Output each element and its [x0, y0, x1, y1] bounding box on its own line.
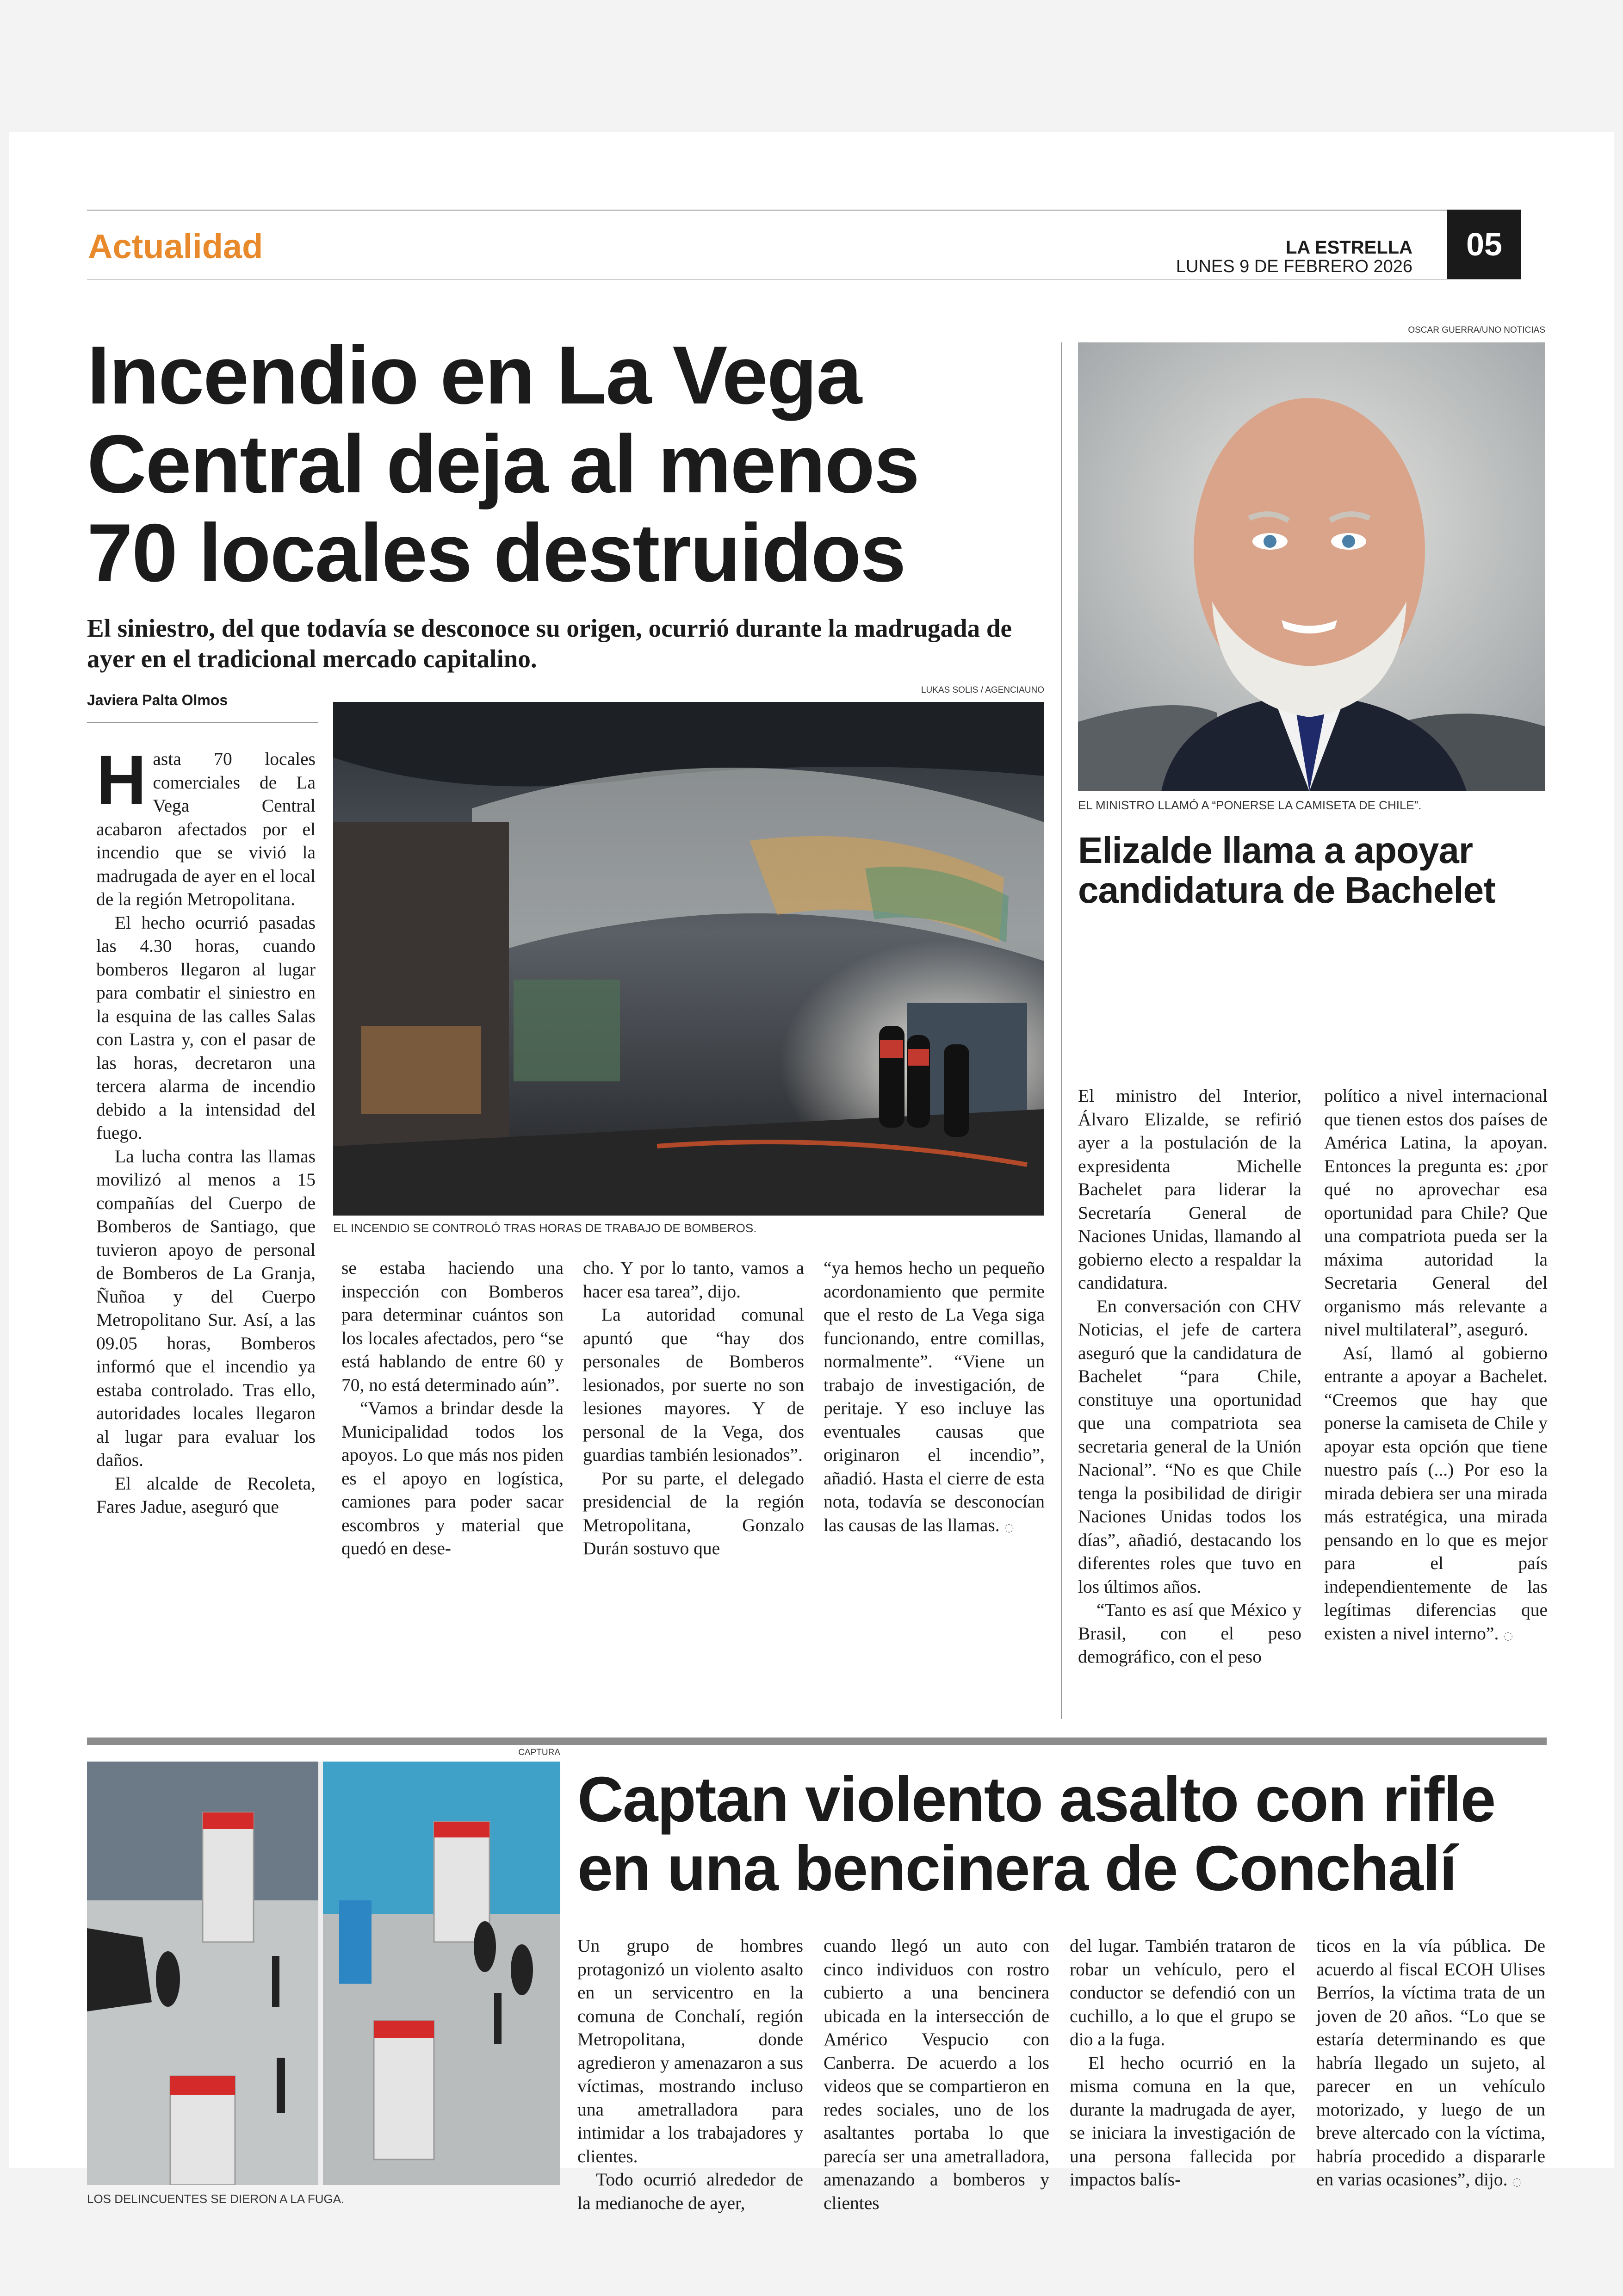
- page-number-box: [1447, 210, 1521, 279]
- market-fire-photo: [333, 702, 1044, 1216]
- end-mark-icon: ◌: [1004, 1520, 1014, 1534]
- main-headline-line: Incendio en La Vega: [87, 329, 861, 421]
- bottom-section-rule: [87, 1738, 1547, 1745]
- paragraph: cho. Y por lo tanto, vamos a hacer esa tarea”, dijo.: [583, 1258, 804, 1302]
- paragraph: “ya hemos hecho un pequeño acordonamiento que permite que el resto de La Vega siga funcionando, entre comillas, normalmente”. “Viene un trabajo de investigación, de peritaje. Y eso incluye las eventuales causas que originaron el incendio”, añadió. Hasta el cierre de esta nota, todavía se desconocían las causas de las llamas.: [824, 1258, 1045, 1535]
- main-headline-line: Central deja al menos: [87, 418, 919, 510]
- paragraph: “Vamos a brindar desde la Municipalidad todos los apoyos. Lo que más nos piden es el apoyo en logística, camiones para poder sacar escombros y material que quedó en dese-: [341, 1398, 564, 1558]
- paragraph: político a nivel internacional que tienen estos dos países de América Latina, la apoyan. Entonces la pregunta es: ¿por qué no aprovechar esa oportunidad para Chile? Que una compatriota pueda ser la máxima autoridad la Secretaria General del organismo más relevante a nivel multilateral”, aseguró.: [1324, 1086, 1548, 1340]
- main-headline: [87, 331, 1049, 598]
- paragraph: El hecho ocurrió en la misma comuna en la que, durante la madrugada de ayer, se iniciara la investigación de una persona fallecida por impactos balís-: [1070, 2052, 1295, 2190]
- paragraph: El ministro del Interior, Álvaro Elizalde, se refirió ayer a la postulación de la expresidenta Michelle Bachelet para liderar la Secretaría General de Naciones Unidas, llamando al gobierno electo a respaldar la candidatura.: [1078, 1086, 1301, 1293]
- side-headline-line: candidatura de Bachelet: [1078, 869, 1495, 911]
- paragraph: Por su parte, el delegado presidencial de la región Metropolitana, Gonzalo Durán sostuvo que: [583, 1468, 804, 1558]
- dropcap: H: [96, 741, 147, 819]
- bottom-col-4: [1316, 1934, 1545, 2194]
- page-number: 05: [1466, 226, 1502, 262]
- main-photo-caption: EL INCENDIO SE CONTROLÓ TRAS HORAS DE TRABAJO DE BOMBEROS.: [333, 1221, 757, 1235]
- paragraph: “Tanto es así que México y Brasil, con el peso demográfico, con el peso: [1078, 1600, 1301, 1667]
- paragraph: ticos en la vía pública. De acuerdo al fiscal ECOH Ulises Berríos, la víctima trata de un joven de 20 años. “Lo que se estaría determinando es que habría llegado un sujeto, al parecer en un vehículo motorizado, y luego de un breve altercado con la víctima, habría procedido a dispararle en varias ocasiones”, dijo.: [1316, 1936, 1545, 2190]
- bottom-headline-line: en una bencinera de Conchalí: [577, 1833, 1456, 1905]
- gas-station-cctv-photo: [87, 1762, 560, 2185]
- main-col-2: [341, 1256, 564, 1560]
- main-headline-line: 70 locales destruidos: [87, 507, 905, 599]
- byline-rule: [87, 722, 318, 723]
- bottom-headline: [577, 1765, 1549, 1903]
- bottom-photo-caption: LOS DELINCUENTES SE DIERON A LA FUGA.: [87, 2192, 345, 2206]
- bottom-col-2: [824, 1934, 1049, 2215]
- paragraph: se estaba haciendo una inspección con Bomberos para determinar cuántos son los locales afectados, pero “se está hablando de entre 60 y 70, no está determinado aún”.: [341, 1258, 564, 1395]
- byline: Javiera Palta Olmos: [87, 692, 228, 708]
- paragraph: En conversación con CHV Noticias, el jefe de cartera aseguró que la candidatura de Bachelet “para Chile, constituye una oportunidad que una compatriota sea secretaria general de la Unión Nacional”. “No es que Chile tenga la posibilidad de dirigir Naciones Unidas todos los días”, añadió, destacando los diferentes roles que tuvo en los últimos años.: [1078, 1296, 1301, 1597]
- minister-portrait-photo: [1078, 342, 1545, 791]
- top-rule: [87, 210, 1454, 211]
- paragraph: asta 70 locales comerciales de La Vega Central acabaron afectados por el incendio que se vivió la madrugada de ayer en el local de la región Metropolitana.: [96, 749, 316, 909]
- main-col-3: [583, 1256, 804, 1560]
- main-col-4: [824, 1256, 1045, 1539]
- paragraph: El alcalde de Recoleta, Fares Jadue, aseguró que: [96, 1473, 316, 1517]
- bottom-col-3: [1070, 1934, 1295, 2191]
- paragraph: Todo ocurrió alrededor de la medianoche de ayer,: [577, 2169, 803, 2213]
- side-headline: [1078, 831, 1545, 911]
- end-mark-icon: ◌: [1512, 2175, 1522, 2188]
- paragraph: del lugar. También trataron de robar un vehículo, pero el conductor se defendió con un cuchillo, a lo que el grupo se dio a la fuga.: [1070, 1936, 1295, 2049]
- side-photo-credit: OSCAR GUERRA/UNO NOTICIAS: [1408, 325, 1545, 335]
- main-photo-credit: LUKAS SOLIS / AGENCIAUNO: [921, 685, 1044, 695]
- header-bottom-rule: [87, 279, 1521, 280]
- paper-name: LA ESTRELLA: [1285, 237, 1412, 258]
- paragraph: Un grupo de hombres protagonizó un violento asalto en un servicentro en la comuna de Conchalí, región Metropolitana, donde agredieron y amenazaron a sus víctimas, mostrando incluso una ametralladora para intimidar a los trabajadores y clientes.: [577, 1936, 803, 2166]
- column-divider: [1061, 342, 1062, 1719]
- paragraph: La autoridad comunal apuntó que “hay dos personales de Bomberos lesionados, por suerte no son lesiones mayores. Y de personal de la Vega, dos guardias también lesionados”.: [583, 1304, 804, 1465]
- issue-date: LUNES 9 DE FEBRERO 2026: [1176, 257, 1412, 276]
- paragraph: cuando llegó un auto con cinco individuos con rostro cubierto a una bencinera ubicada en la intersección de Américo Vespucio con Canberra. De acuerdo a los videos que se compartieron en redes sociales, uno de los asaltantes portaba lo que parecía ser una ametralladora, amenazando a bomberos y clientes: [824, 1936, 1049, 2213]
- side-col-1: [1078, 1084, 1301, 1669]
- paragraph: La lucha contra las llamas movilizó al menos a 15 compañías del Cuerpo de Bomberos de Santiago, que tuvieron apoyo de personal de Bomberos de La Granja, Ñuñoa y del Cuerpo Metropolitano Sur. Así, a las 09.05 horas, Bomberos informó que el incendio ya estaba controlado. Tras ello, autoridades locales llegaron al lugar para evaluar los daños.: [96, 1146, 316, 1470]
- bottom-col-1: [577, 1934, 803, 2215]
- side-photo-caption: EL MINISTRO LLAMÓ A “PONERSE LA CAMISETA DE CHILE”.: [1078, 798, 1422, 812]
- main-deck: El siniestro, del que todavía se desconoce su origen, ocurrió durante la madrugada de ayer en el tradicional mercado capitalino.: [87, 614, 1012, 673]
- bottom-photo-credit: CAPTURA: [518, 1748, 560, 1757]
- paragraph: Así, llamó al gobierno entrante a apoyar a Bachelet. “Creemos que hay que ponerse la camiseta de Chile y apoyar esta opción que tiene nuestro país (...) Por eso la mirada debiera ser una mirada más estratégica, una mirada pensando en lo que es mejor para el país independientemente de las legítimas diferencias que existen a nivel interno”.: [1324, 1342, 1548, 1644]
- side-col-2: [1324, 1084, 1548, 1647]
- bottom-headline-line: Captan violento asalto con rifle: [577, 1764, 1495, 1835]
- newspaper-page: [9, 132, 1614, 2213]
- end-mark-icon: ◌: [1503, 1629, 1513, 1642]
- main-col-1: [96, 741, 316, 1519]
- section-label: Actualidad: [88, 227, 263, 266]
- side-headline-line: Elizalde llama a apoyar: [1078, 830, 1473, 871]
- paragraph: El hecho ocurrió pasadas las 4.30 horas, cuando bomberos llegaron al lugar para combatir el siniestro en la esquina de las calles Salas con Lastra y, con el pasar de las horas, decretaron una tercera alarma de incendio debido a la intensidad del fuego.: [96, 912, 316, 1143]
